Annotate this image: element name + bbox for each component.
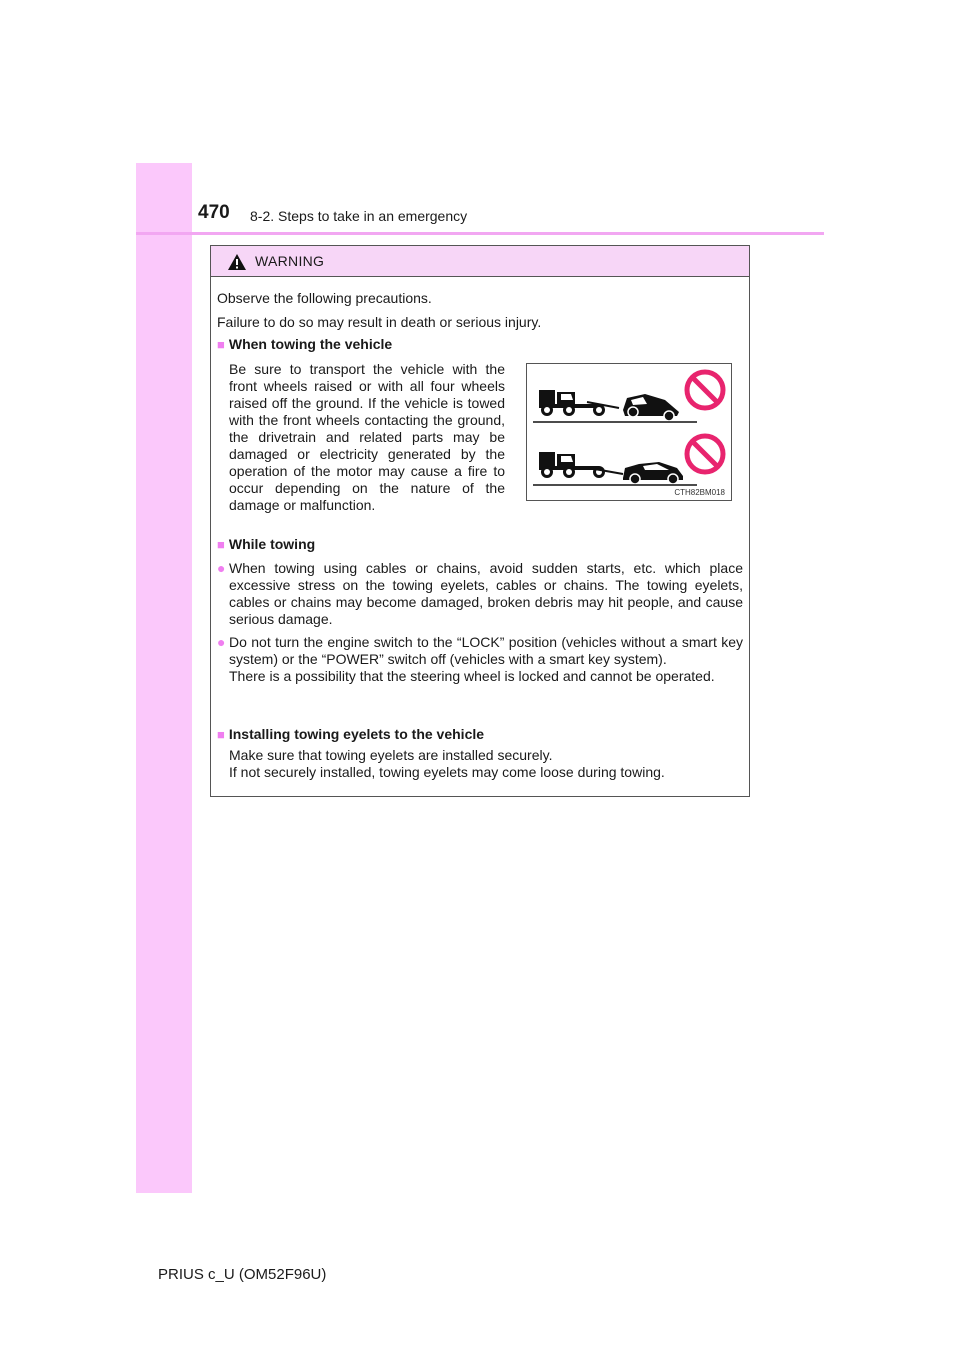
dot-bullet-icon: ●	[217, 560, 226, 576]
car-icon	[623, 462, 683, 484]
square-bullet-icon: ■	[217, 727, 225, 742]
page-number: 470	[198, 202, 230, 223]
illustration-code: CTH82BM018	[674, 488, 725, 497]
installing-eyelets-text: Make sure that towing eyelets are installed securely. If not securely installed, towing eyelets may come loose during towing.	[229, 747, 665, 780]
intro-line-1: Observe the following precautions.	[217, 290, 432, 306]
sidebar-band	[136, 163, 192, 1193]
footer-model: PRIUS c_U (OM52F96U)	[158, 1266, 327, 1283]
heading-installing-eyelets: ■ Installing towing eyelets to the vehicle	[217, 726, 485, 742]
square-bullet-icon: ■	[217, 537, 225, 552]
dot-bullet-icon: ●	[217, 634, 226, 650]
prohibited-icon	[687, 372, 723, 408]
when-towing-text: Be sure to transport the vehicle with the front wheels raised or with all four wheels raised off the ground. If the vehicle is towed with the front wheels contacting the ground, the drivetrain and related parts may be damaged or electricity generated by the operation of the motor may cause a fire to occur depending on the nature of the damage or malfunction.	[229, 361, 505, 513]
warning-label: WARNING	[255, 253, 325, 269]
heading-while-towing: ■ While towing	[217, 536, 316, 552]
square-bullet-icon: ■	[217, 337, 225, 352]
tow-truck-icon	[539, 452, 623, 478]
warning-triangle-icon	[227, 253, 247, 271]
header-rule	[136, 232, 824, 235]
prohibited-icon	[687, 436, 723, 472]
towing-illustration	[526, 363, 732, 501]
section-title: 8-2. Steps to take in an emergency	[250, 208, 468, 224]
car-icon	[623, 394, 679, 421]
tow-truck-icon	[539, 390, 619, 416]
warning-header	[211, 246, 749, 277]
towing-diagram	[527, 364, 731, 500]
bullet-item: ● When towing using cables or chains, avoid sudden starts, etc. which place excessive stress on the towing eyelets, cables or chains. The towing eyelets, cables or chains may become damaged, broken debris may hit people, and cause serious damage.	[217, 560, 743, 627]
heading-when-towing: ■ When towing the vehicle	[217, 336, 393, 352]
bullet-item: ● Do not turn the engine switch to the “LOCK” position (vehicles without a smart key system) or the “POWER” switch off (vehicles with a smart key system). There is a possibility that the steering wheel is locked and cannot be operated.	[217, 634, 743, 684]
warning-box	[210, 245, 750, 797]
intro-line-2: Failure to do so may result in death or serious injury.	[217, 314, 542, 330]
